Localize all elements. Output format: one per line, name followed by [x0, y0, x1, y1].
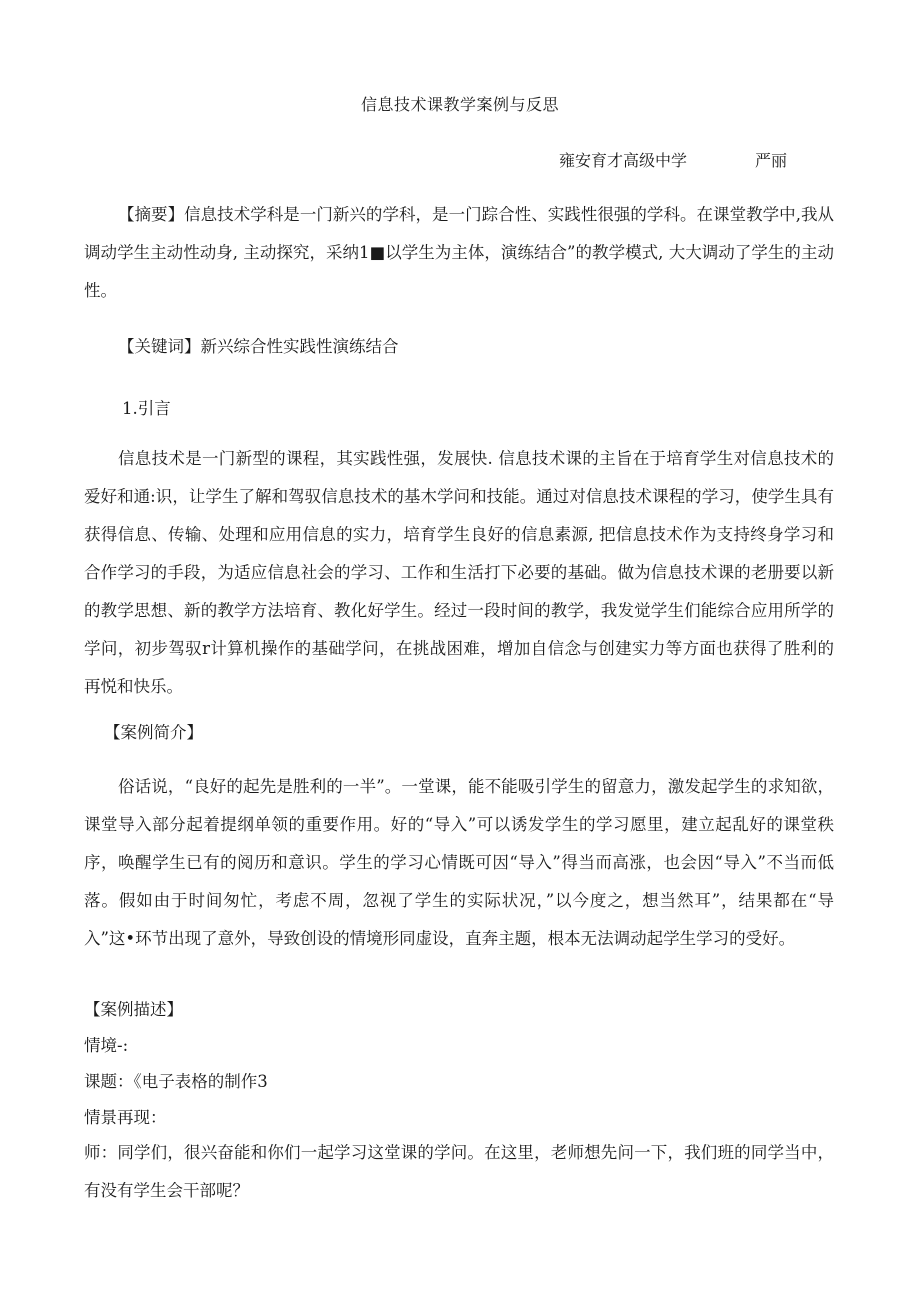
- case-intro-heading: 【案例简介】: [104, 723, 203, 742]
- keywords-line: 【关键词】新兴综合性实践性演练结合: [118, 337, 399, 356]
- case-description-heading: 【案例描述】: [84, 1000, 183, 1019]
- introduction-text: 信息技术是一门新型的课程，其实践性强，发展快. 信息技术课的主旨在于培育学生对信息技术的爱好和通:识，让学生了解和驾驭信息技术的基木学问和技能。通过对信息技术课程的学习，使学生具有获得信息、传输、处理和应用信息的实力，培育学生良好的信息素源, 把信息技术作为支持终身学习和合作学习的手段，为适应信息社会的学习、工作和生活打下必要的基础。做为信息技术课的老册要以新的教学思想、新的教学方法培育、教化好学生。经过一段时间的教学，我发觉学生们能综合应用所学的学问，初步驾驭r计算机操作的基础学问，在挑战困难，增加自信念与创建实力等方面也获得了胜利的再悦和快乐。: [84, 449, 834, 696]
- author-name: 严丽: [755, 151, 788, 170]
- abstract-text: 【摘要】信息技术学科是一门新兴的学科，是一门踪合性、实践性很强的学科。在课堂教学中,我从调动学生主动性动身, 主动探究，采纳1■以学生为主体，演练结合”的教学模式, 大大调动了学生的主动性。: [84, 205, 834, 300]
- abstract-paragraph: [84, 196, 834, 310]
- scene-replay-label: 情景再现：: [84, 1108, 167, 1127]
- topic-line: 课题：《电子表格的制作3: [84, 1072, 268, 1091]
- teacher-dialogue-text: 师：同学们，很兴奋能和你们一起学习这堂课的学问。在这里，老师想先问一下，我们班的同学当中，有没有学生会干部呢？: [84, 1143, 834, 1200]
- case-intro-text: 俗话说，“良好的起先是胜利的一半”。一堂课，能不能吸引学生的留意力，激发起学生的求知欲，课堂导入部分起着提纲单领的重要作用。好的“导入”可以诱发学生的学习愿里，建立起乱好的课堂秩序，唤醒学生已有的阅历和意识。学生的学习心情既可因“导入”得当而高涨，也会因“导入”不当而低落。假如由于时间匆忙，考虑不周，忽视了学生的实际状况，”以今度之，想当然耳”，结果都在“导入”这•环节出现了意外，导致创设的情境形同虚设，直奔主题，根本无法调动起学生学习的受好。: [84, 777, 834, 948]
- teacher-dialogue: [84, 1134, 834, 1210]
- case-intro-paragraph: [84, 768, 834, 958]
- school-name: 雍安育才高级中学: [559, 151, 688, 170]
- scene-label: 情境-:: [84, 1036, 129, 1055]
- introduction-paragraph: [84, 440, 834, 706]
- document-title: 信息技术课教学案例与反思: [360, 95, 559, 114]
- author-line: [559, 148, 787, 171]
- section-heading-introduction: 1.引言: [122, 399, 171, 418]
